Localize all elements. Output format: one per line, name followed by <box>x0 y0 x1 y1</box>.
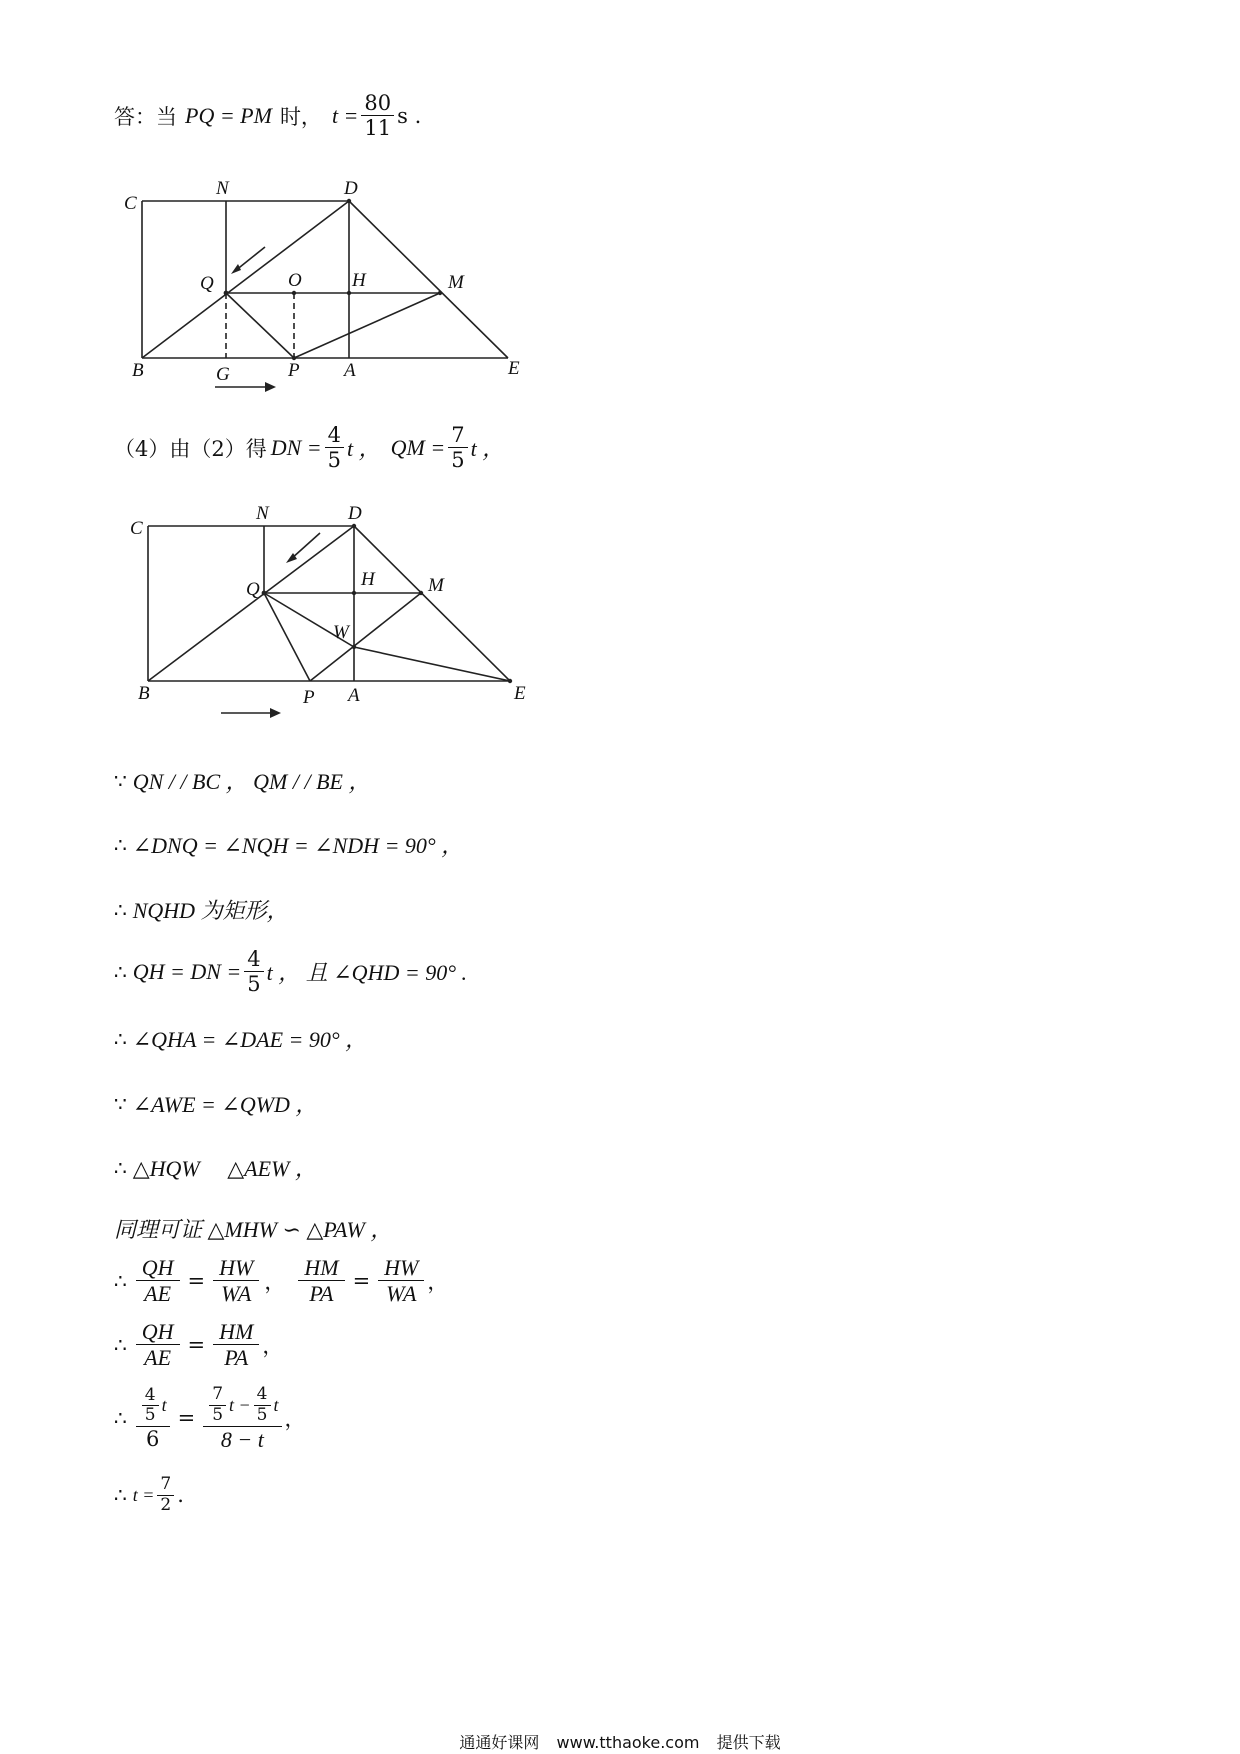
step-3-text: NQHD 为矩形， <box>132 898 289 923</box>
frac-num: HW <box>378 1256 424 1281</box>
point-m <box>438 291 442 295</box>
part4-intro: （4）由（2）得 <box>114 436 267 461</box>
step-7-text: △HQW △AEW ， <box>132 1156 317 1181</box>
part4-qm: QM = <box>390 434 446 460</box>
frac-den: 5 <box>144 1405 156 1426</box>
answer-condition: PQ = PM <box>185 102 272 128</box>
frac-4-5 <box>142 1384 159 1426</box>
point-q-2 <box>262 591 267 596</box>
answer-prefix: 答：当 <box>114 104 177 129</box>
label-m-2: M <box>428 575 444 596</box>
label-b: B <box>132 360 144 381</box>
step-4-frac <box>244 948 263 995</box>
step-1 <box>114 765 370 796</box>
label-n-2: N <box>256 505 269 524</box>
var-t-minus: t − <box>229 1394 251 1415</box>
frac-den: AE <box>144 1345 172 1371</box>
frac-4-5 <box>254 1386 271 1425</box>
frac-num: QH <box>136 1320 180 1345</box>
step-6-text: ∠AWE = ∠QWD ， <box>132 1092 318 1117</box>
therefore-symbol: ∴ <box>114 1268 127 1293</box>
label-g: G <box>216 364 230 385</box>
therefore-symbol: ∴ <box>114 1332 127 1357</box>
frac-num: 4 <box>254 1386 271 1406</box>
arrowhead-q <box>231 264 241 274</box>
frac-den: 5 <box>212 1404 224 1425</box>
step-1-text: QN / / BC ， QM / / BE ， <box>132 769 371 794</box>
frac-den: PA <box>224 1345 249 1371</box>
label-d-2: D <box>348 505 362 524</box>
geometry-figure-1 <box>120 170 550 410</box>
step-2-text: ∠DNQ = ∠NQH = ∠NDH = 90° ， <box>132 833 464 858</box>
step-12-frac <box>157 1476 174 1515</box>
label-n: N <box>216 178 229 199</box>
step-9-frac-1 <box>136 1256 180 1305</box>
edge-we-2 <box>354 647 510 681</box>
label-a-2: A <box>348 685 360 706</box>
step-7 <box>114 1152 317 1183</box>
step-9-sep: ， <box>264 1269 286 1294</box>
var-t: t <box>273 1394 279 1415</box>
step-9-frac-4 <box>378 1256 424 1305</box>
frac-num: 4 <box>142 1387 159 1407</box>
because-symbol: ∵ <box>114 768 127 793</box>
equals-sign: = <box>187 1332 206 1357</box>
step-2 <box>114 829 463 860</box>
therefore-symbol: ∴ <box>114 1155 127 1180</box>
therefore-symbol: ∴ <box>114 1406 127 1431</box>
step-4-post: t ， 且 ∠QHD = 90° . <box>266 960 467 986</box>
label-w-2: W <box>333 622 349 643</box>
therefore-symbol: ∴ <box>114 1483 127 1508</box>
arrowhead-g <box>265 382 276 392</box>
footer-site-name: 通通好课网 <box>459 1733 540 1752</box>
label-b-2: B <box>138 683 150 704</box>
therefore-symbol: ∴ <box>114 832 127 857</box>
part4-t1: t ， <box>347 436 381 462</box>
frac-7-5 <box>209 1386 226 1425</box>
part4-qm-den: 5 <box>451 448 465 473</box>
answer-num: 80 <box>361 92 394 116</box>
step-10 <box>114 1320 283 1369</box>
label-a: A <box>344 360 356 381</box>
step-11-left-den: 6 <box>145 1427 160 1452</box>
step-10-frac-2 <box>213 1320 259 1369</box>
step-4-den: 5 <box>247 972 261 997</box>
var-t: t <box>161 1395 167 1416</box>
step-9-end: ， <box>427 1269 449 1294</box>
frac-den: PA <box>309 1281 334 1307</box>
point-w-2 <box>352 645 356 649</box>
frac-den: WA <box>386 1281 417 1307</box>
answer-var: t = <box>331 102 359 128</box>
label-e: E <box>508 358 520 379</box>
label-p-2: P <box>303 687 315 708</box>
because-symbol: ∵ <box>114 1091 127 1116</box>
point-e-2 <box>508 679 512 683</box>
footer-note: 提供下载 <box>716 1733 781 1752</box>
step-12 <box>114 1476 184 1515</box>
part4-dn: DN = <box>270 434 322 460</box>
step-11-end: ， <box>284 1407 306 1432</box>
part4-qm-frac <box>448 424 467 471</box>
step-10-end: ， <box>262 1333 284 1358</box>
label-c: C <box>124 193 137 214</box>
step-11-left-num <box>136 1384 170 1428</box>
edge-de-2 <box>354 526 510 681</box>
answer-den: 11 <box>364 116 392 141</box>
step-8-text: 同理可证 △MHW ∽ △PAW ， <box>114 1217 393 1242</box>
frac-den: AE <box>144 1281 172 1307</box>
point-m-2 <box>419 591 423 595</box>
step-12-pre: t = <box>132 1484 155 1505</box>
step-5 <box>114 1023 367 1054</box>
step-9-frac-3 <box>298 1256 344 1305</box>
answer-line <box>114 92 421 139</box>
point-o <box>292 291 296 295</box>
label-h-2: H <box>361 569 375 590</box>
edge-qp <box>226 293 294 358</box>
label-q-2: Q <box>246 579 260 600</box>
step-4-pre: QH = DN = <box>132 958 242 984</box>
part4-t2: t ， <box>470 436 505 462</box>
answer-fraction <box>361 92 394 139</box>
step-6 <box>114 1088 317 1119</box>
label-c-2: C <box>130 518 143 539</box>
frac-num: HM <box>298 1256 344 1281</box>
answer-unit: s . <box>397 103 422 128</box>
therefore-symbol: ∴ <box>114 959 127 984</box>
step-5-text: ∠QHA = ∠DAE = 90° ， <box>132 1027 368 1052</box>
frac-num: QH <box>136 1256 180 1281</box>
equals-sign: = <box>352 1268 371 1293</box>
label-m: M <box>448 272 464 293</box>
part4-dn-den: 5 <box>327 448 342 473</box>
part4-dn-num: 4 <box>325 424 344 448</box>
equals-sign: = <box>187 1268 206 1293</box>
point-h-2 <box>352 591 356 595</box>
step-11-right-den: 8 − t <box>220 1426 264 1452</box>
frac-den: 5 <box>256 1404 268 1425</box>
step-9 <box>114 1256 448 1305</box>
step-11-right-frac <box>203 1386 281 1451</box>
geometry-figure-2 <box>126 505 546 730</box>
frac-num: HM <box>213 1320 259 1345</box>
frac-num: 7 <box>209 1386 226 1406</box>
step-11-right-num <box>203 1386 281 1427</box>
frac-den: WA <box>221 1281 252 1307</box>
page-footer <box>0 1730 1240 1753</box>
point-q <box>224 291 229 296</box>
point-h <box>347 291 351 295</box>
part4-line <box>114 424 504 471</box>
step-4-num: 4 <box>244 948 263 972</box>
label-o: O <box>288 270 302 291</box>
edge-bd-2 <box>148 526 354 681</box>
label-e-2: E <box>514 683 526 704</box>
edge-pm-2 <box>310 593 421 681</box>
edge-bd <box>142 201 349 358</box>
edge-pm <box>294 293 440 358</box>
edge-de <box>349 201 508 358</box>
frac-den: 2 <box>160 1494 172 1515</box>
footer-url[interactable]: www.tthaoke.com <box>556 1733 700 1752</box>
equals-sign: = <box>177 1406 196 1431</box>
therefore-symbol: ∴ <box>114 897 127 922</box>
therefore-symbol: ∴ <box>114 1026 127 1051</box>
step-12-end: . <box>177 1483 184 1508</box>
point-d-2 <box>352 524 356 528</box>
point-d <box>347 199 351 203</box>
step-3 <box>114 894 289 925</box>
label-q: Q <box>200 273 214 294</box>
arrowhead-p-2 <box>270 708 281 718</box>
step-8 <box>114 1213 392 1244</box>
label-h: H <box>352 270 366 291</box>
step-11-left-frac <box>136 1384 170 1452</box>
frac-num: 7 <box>157 1476 174 1496</box>
step-10-frac-1 <box>136 1320 180 1369</box>
step-11 <box>114 1386 306 1451</box>
label-p: P <box>288 360 300 381</box>
frac-num: HW <box>213 1256 259 1281</box>
part4-qm-num: 7 <box>448 424 467 448</box>
step-9-frac-2 <box>213 1256 259 1305</box>
label-d: D <box>344 178 358 199</box>
step-4 <box>114 948 467 995</box>
part4-dn-frac <box>325 424 344 471</box>
answer-mid: 时， <box>279 104 322 129</box>
